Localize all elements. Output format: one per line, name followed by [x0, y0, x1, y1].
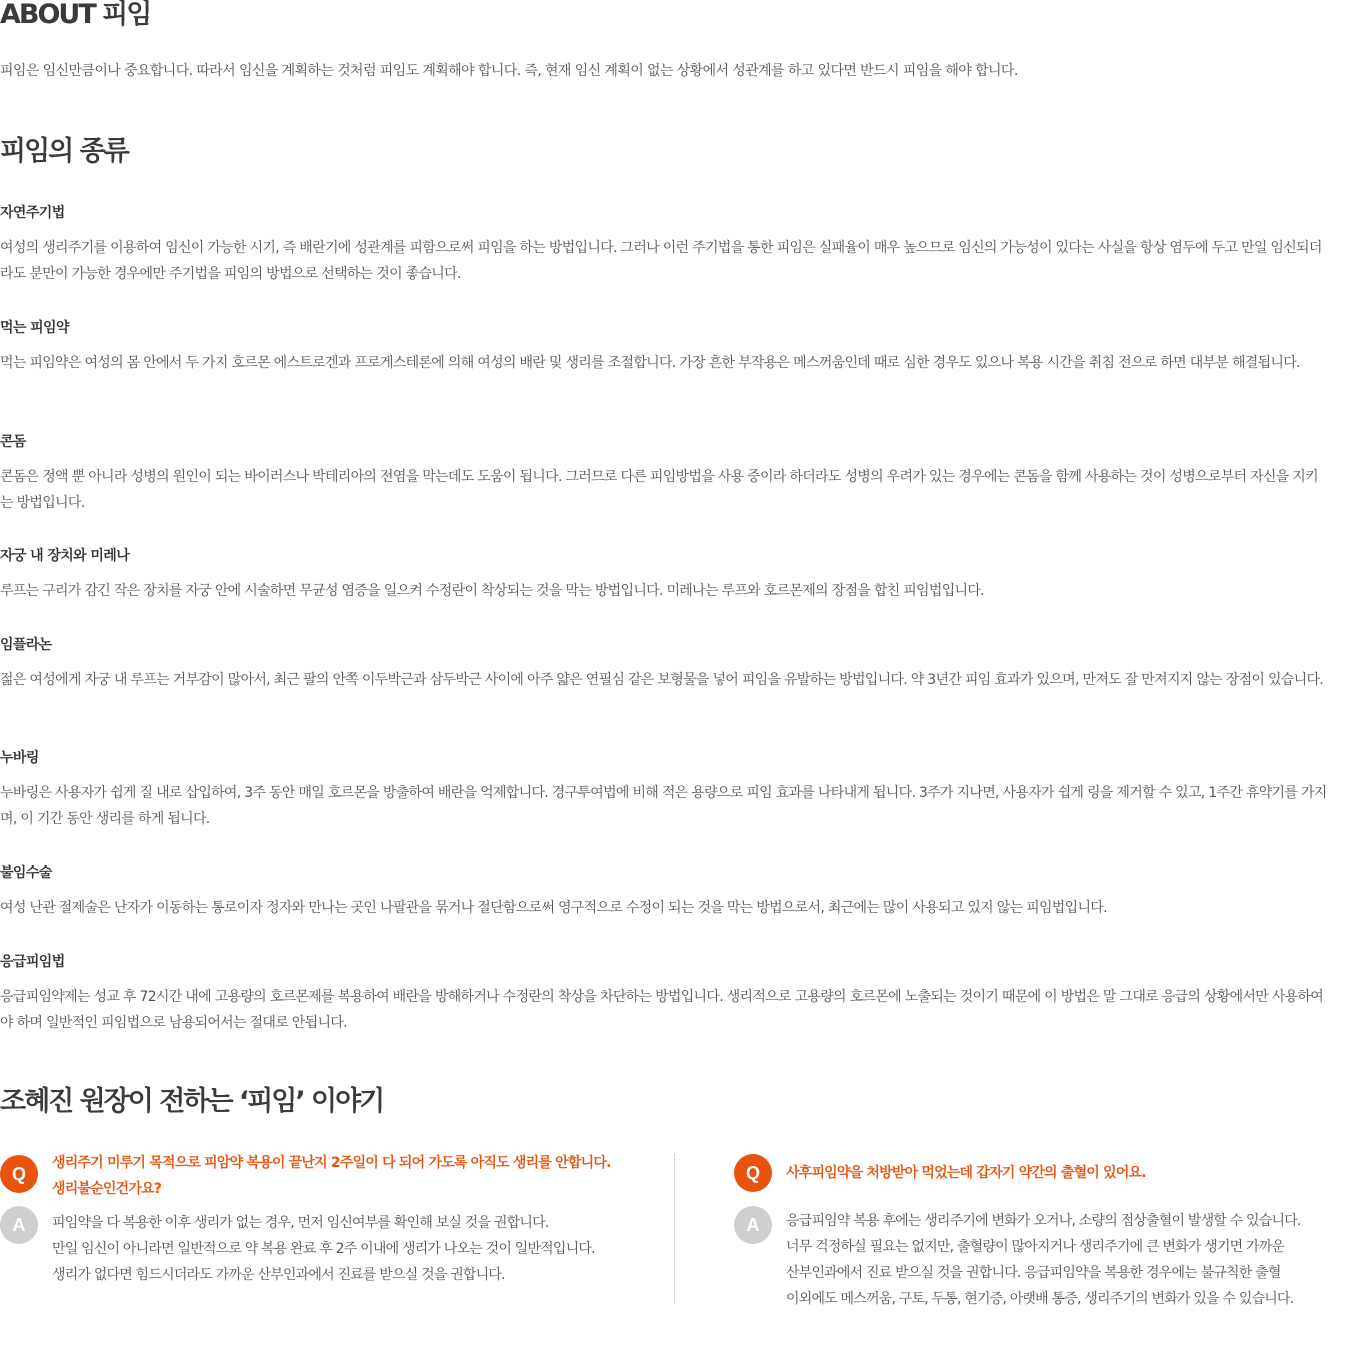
- question-row: [734, 1150, 1334, 1202]
- answer-line: 응급피임약 복용 후에는 생리주기에 변화가 오거나, 소량의 점상출혈이 발생할 수 있습니다.: [786, 1213, 1301, 1229]
- method-title: 먹는 피임약: [0, 320, 69, 336]
- method-title: 자연주기법: [0, 205, 65, 221]
- method-title: 임플라논: [0, 637, 52, 653]
- answer-row: [734, 1208, 1334, 1312]
- method-title: 응급피임법: [0, 954, 65, 970]
- method-sterilization: [0, 862, 1330, 921]
- answer-text: [52, 1210, 660, 1288]
- about-title: ABOUT 피임: [0, 0, 151, 30]
- method-title: 불임수술: [0, 865, 52, 881]
- method-description: 콘돔은 정액 뿐 아니라 성병의 원인이 되는 바이러스나 박테리아의 전염을 막는데도 도움이 됩니다. 그러므로 다른 피임방법을 사용 중이라 하더라도 성병의 우려가 있는 경우에는 콘돔을 함께 사용하는 것이 성병으로부터 자신을 지키는 방법입니다.: [0, 469, 1318, 511]
- question-text: [52, 1150, 660, 1202]
- method-oral-pill: [0, 317, 1330, 376]
- answer-line: 생리가 없다면 힘드시더라도 가까운 산부인과에서 진료를 받으실 것을 권합니다.: [52, 1267, 505, 1283]
- answer-line: 만일 임신이 아니라면 일반적으로 약 복용 완료 후 2주 이내에 생리가 나오는 것이 일반적입니다.: [52, 1241, 595, 1257]
- question-line: 사후피임약을 처방받아 먹었는데 갑자기 약간의 출혈이 있어요.: [786, 1165, 1146, 1181]
- question-row: [0, 1150, 660, 1202]
- method-description: 누바링은 사용자가 쉽게 질 내로 삽입하여, 3주 동안 매일 호르몬을 방출하여 배란을 억제합니다. 경구투여법에 비해 적은 용량으로 피임 효과를 나타내게 됩니다. 3주가 지나면, 사용자가 쉽게 링을 제거할 수 있고, 1주간 휴약기를 가지며, 이 기간 동안 생리를 하게 됩니다.: [0, 785, 1327, 827]
- a-badge-icon: A: [0, 1206, 38, 1244]
- about-intro: 피임은 임신만큼이나 중요합니다. 따라서 임신을 계획하는 것처럼 피임도 계획해야 합니다. 즉, 현재 임신 계획이 없는 상황에서 성관계를 하고 있다면 반드시 피임을 해야 합니다.: [0, 63, 1018, 79]
- story-title: 조혜진 원장이 전하는 ‘피임’ 이야기: [0, 1086, 384, 1117]
- answer-line: 산부인과에서 진료 받으실 것을 권합니다. 응급피임약을 복용한 경우에는 불규칙한 출혈: [786, 1265, 1281, 1281]
- method-description: 먹는 피임약은 여성의 몸 안에서 두 가지 호르몬 에스트로겐과 프로게스테론에 의해 여성의 배란 및 생리를 조절합니다. 가장 흔한 부작용은 메스꺼움인데 때로 심한 경우도 있으나 복용 시간을 취침 전으로 하면 대부분 해결됩니다.: [0, 355, 1300, 371]
- qa-item-2: [734, 1150, 1334, 1312]
- method-description: 젊은 여성에게 자궁 내 루프는 거부감이 많아서, 최근 팔의 안쪽 이두박근과 삼두박근 사이에 아주 얇은 연필심 같은 보형물을 넣어 피임을 유발하는 방법입니다. 약 3년간 피임 효과가 있으며, 만져도 잘 만져지지 않는 장점이 있습니다.: [0, 672, 1324, 688]
- method-title: 자궁 내 장치와 미레나: [0, 548, 130, 564]
- question-text: [786, 1150, 1334, 1186]
- answer-line: 피임약을 다 복용한 이후 생리가 없는 경우, 먼저 임신여부를 확인해 보실 것을 권합니다.: [52, 1215, 549, 1231]
- question-line: 생리주기 미루기 목적으로 피암약 복용이 끝난지 2주일이 다 되어 가도록 아직도 생리를 안합니다.: [52, 1155, 611, 1171]
- method-title: 누바링: [0, 750, 39, 766]
- q-badge-icon: Q: [0, 1155, 38, 1193]
- method-implanon: [0, 634, 1330, 693]
- method-description: 루프는 구리가 감긴 작은 장치를 자궁 안에 시술하면 무균성 염증을 일으켜 수정란이 착상되는 것을 막는 방법입니다. 미레나는 루프와 호르몬제의 장점을 합친 피임법입니다.: [0, 583, 984, 599]
- method-natural-cycle: [0, 202, 1330, 287]
- question-line: 생리불순인건가요?: [52, 1181, 162, 1197]
- types-title: 피임의 종류: [0, 136, 128, 167]
- qa-item-1: [0, 1150, 660, 1288]
- method-title: 콘돔: [0, 434, 26, 450]
- method-emergency: [0, 951, 1330, 1036]
- answer-line: 너무 걱정하실 필요는 없지만, 출혈량이 많아지거나 생리주기에 큰 변화가 생기면 가까운: [786, 1239, 1285, 1255]
- method-iud-mirena: [0, 545, 1330, 604]
- answer-text: [786, 1208, 1334, 1312]
- method-nuvaring: [0, 747, 1330, 832]
- method-description: 여성의 생리주기를 이용하여 임신이 가능한 시기, 즉 배란기에 성관계를 피함으로써 피임을 하는 방법입니다. 그러나 이런 주기법을 통한 피임은 실패율이 매우 높으므로 임신의 가능성이 있다는 사실을 항상 염두에 두고 만일 임신되더라도 분만이 가능한 경우에만 주기법을 피임의 방법으로 선택하는 것이 좋습니다.: [0, 240, 1322, 282]
- method-condom: [0, 431, 1330, 516]
- qa-divider: [674, 1154, 675, 1304]
- method-description: 여성 난관 절제술은 난자가 이동하는 통로이자 정자와 만나는 곳인 나팔관을 묶거나 절단함으로써 영구적으로 수정이 되는 것을 막는 방법으로서, 최근에는 많이 사용되고 있지 않는 피임법입니다.: [0, 900, 1107, 916]
- answer-line: 이외에도 메스꺼움, 구토, 두통, 현기증, 아랫배 통증, 생리주기의 변화가 있을 수 있습니다.: [786, 1291, 1294, 1307]
- answer-row: [0, 1210, 660, 1288]
- a-badge-icon: A: [734, 1206, 772, 1244]
- q-badge-icon: Q: [734, 1154, 772, 1192]
- method-description: 응급피임약제는 성교 후 72시간 내에 고용량의 호르몬제를 복용하여 배란을 방해하거나 수정란의 착상을 차단하는 방법입니다. 생리적으로 고용량의 호르몬에 노출되는 것이기 때문에 이 방법은 말 그대로 응급의 상황에서만 사용하여야 하며 일반적인 피임법으로 남용되어서는 절대로 안됩니다.: [0, 989, 1324, 1031]
